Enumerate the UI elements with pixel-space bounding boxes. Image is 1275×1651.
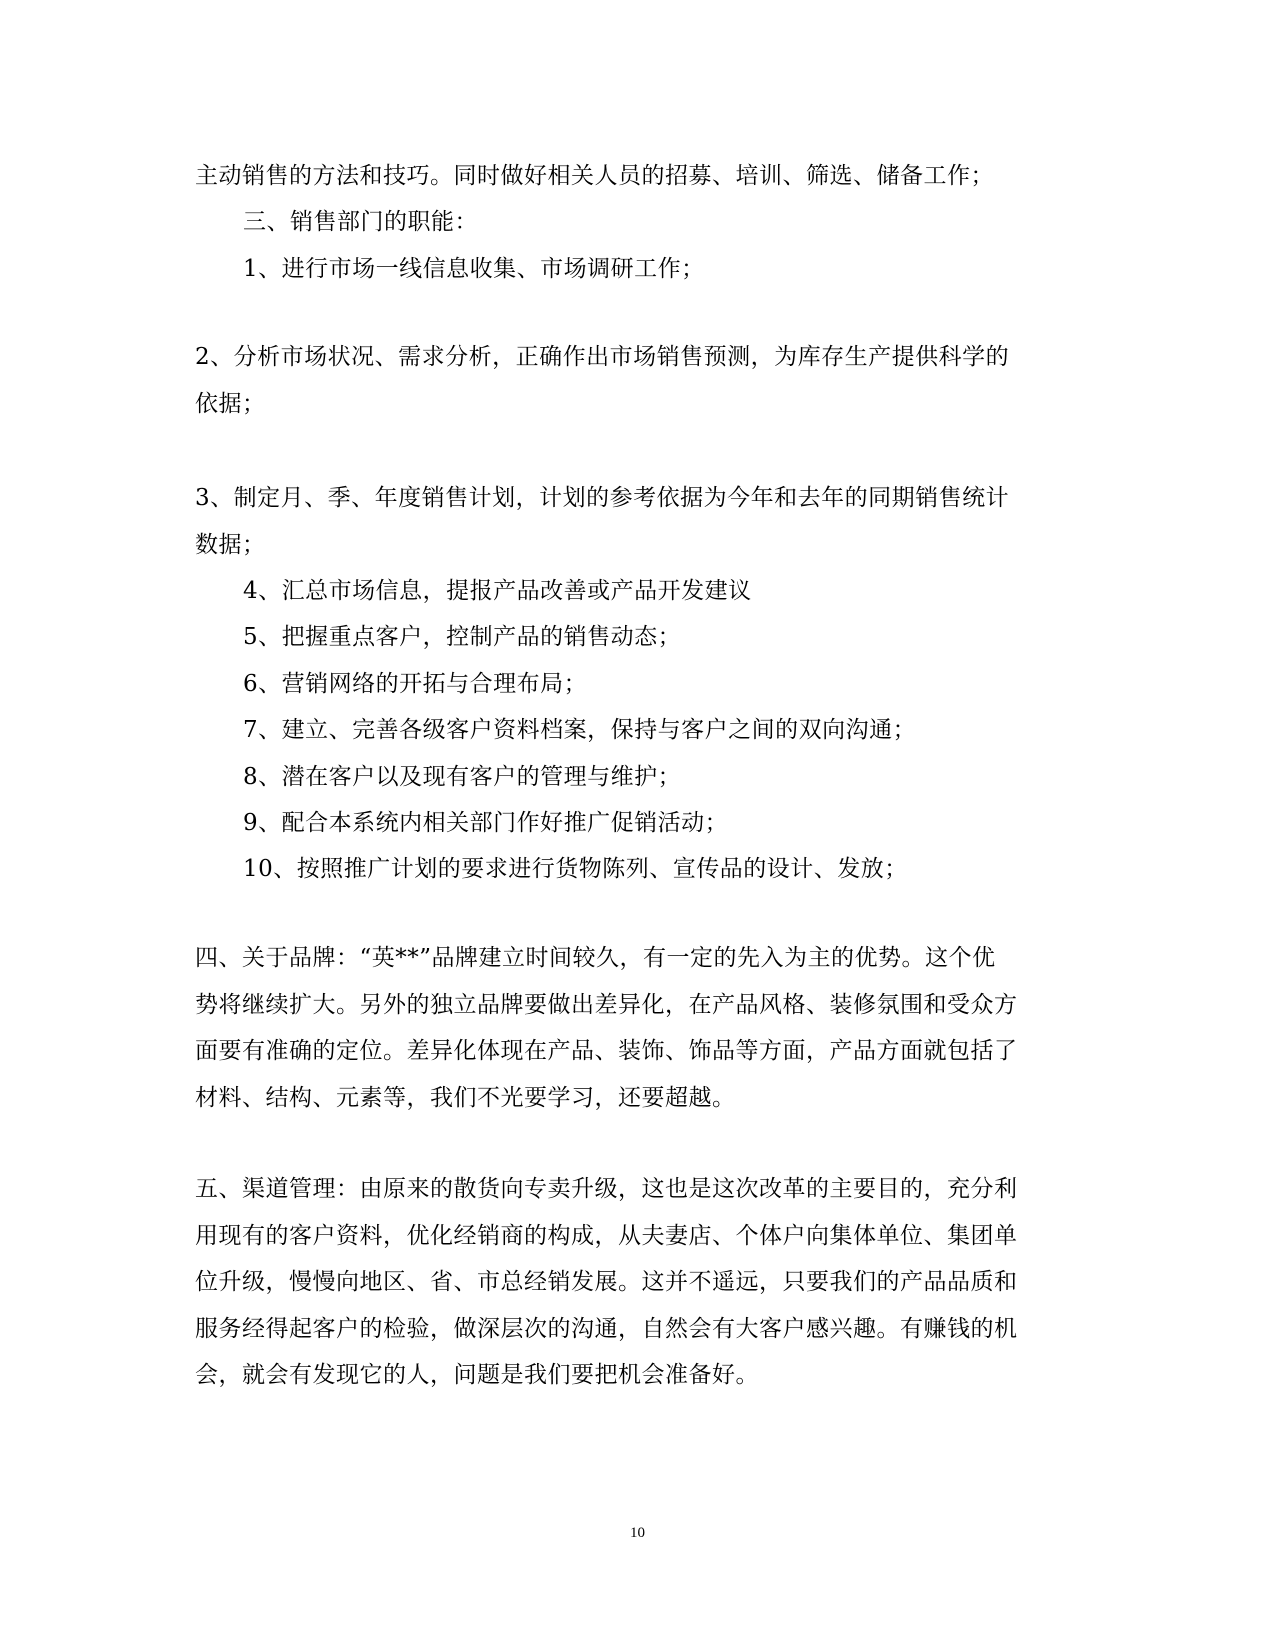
paragraph-line: 四、关于品牌：“英**”品牌建立时间较久，有一定的先入为主的优势。这个优 <box>195 945 996 971</box>
page-number: 10 <box>630 1525 645 1541</box>
list-item: 1、进行市场一线信息收集、市场调研工作； <box>243 256 705 282</box>
list-item-continuation: 依据； <box>195 391 266 417</box>
list-item: 8、潜在客户以及现有客户的管理与维护； <box>243 764 682 790</box>
paragraph-line: 位升级，慢慢向地区、省、市总经销发展。这并不遥远，只要我们的产品品质和 <box>195 1269 1018 1295</box>
paragraph-line: 面要有准确的定位。差异化体现在产品、装饰、饰品等方面，产品方面就包括了 <box>195 1038 1018 1064</box>
list-item: 4、汇总市场信息，提报产品改善或产品开发建议 <box>243 578 752 604</box>
list-item: 7、建立、完善各级客户资料档案，保持与客户之间的双向沟通； <box>243 717 917 743</box>
paragraph-line: 材料、结构、元素等，我们不光要学习，还要超越。 <box>195 1085 736 1111</box>
paragraph-line: 用现有的客户资料，优化经销商的构成，从夫妻店、个体户向集体单位、集团单 <box>195 1223 1018 1249</box>
list-item: 5、把握重点客户，控制产品的销售动态； <box>243 624 682 650</box>
paragraph-line: 服务经得起客户的检验，做深层次的沟通，自然会有大客户感兴趣。有赚钱的机 <box>195 1316 1018 1342</box>
paragraph-line: 五、渠道管理：由原来的散货向专卖升级，这也是这次改革的主要目的，充分利 <box>195 1176 1018 1202</box>
list-item: 10、按照推广计划的要求进行货物陈列、宣传品的设计、发放； <box>243 856 908 882</box>
paragraph-line: 会，就会有发现它的人，问题是我们要把机会准备好。 <box>195 1362 759 1388</box>
section-heading: 三、销售部门的职能： <box>243 209 478 235</box>
paragraph-line: 势将继续扩大。另外的独立品牌要做出差异化，在产品风格、装修氛围和受众方 <box>195 992 1018 1018</box>
list-item: 2、分析市场状况、需求分析，正确作出市场销售预测，为库存生产提供科学的 <box>195 344 1010 370</box>
list-item-continuation: 数据； <box>195 532 266 558</box>
list-item: 3、制定月、季、年度销售计划，计划的参考依据为今年和去年的同期销售统计 <box>195 485 1010 511</box>
text-line: 主动销售的方法和技巧。同时做好相关人员的招募、培训、筛选、储备工作； <box>195 163 994 189</box>
list-item: 9、配合本系统内相关部门作好推广促销活动； <box>243 810 729 836</box>
list-item: 6、营销网络的开拓与合理布局； <box>243 671 588 697</box>
